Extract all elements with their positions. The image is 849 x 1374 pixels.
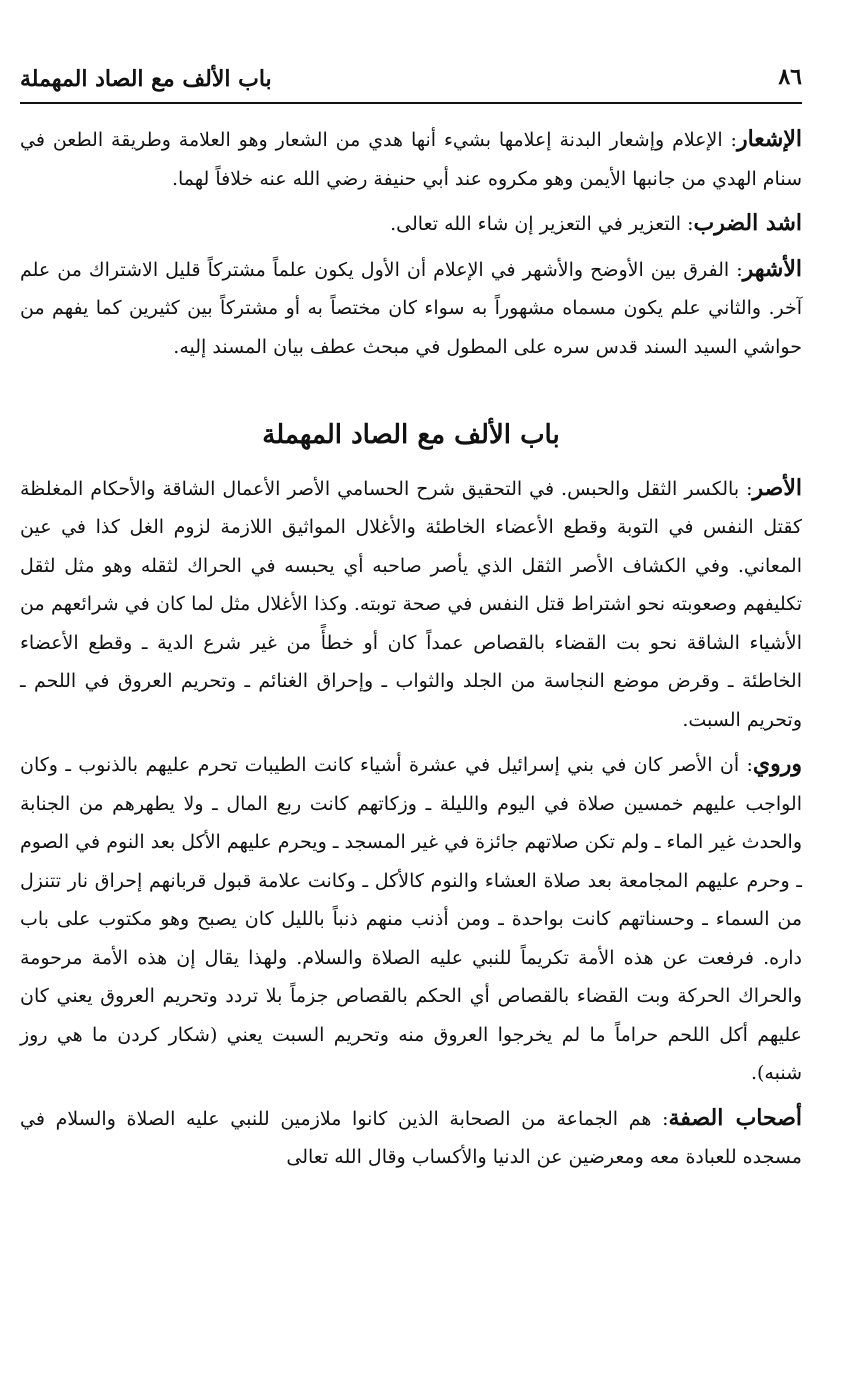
entry-text: : الفرق بين الأوضح والأشهر في الإعلام أن الأول يكون علماً مشتركاً قليل الاشتراك من علم آخر. والثاني علم يكون مسماه مشهوراً به سواء كان مختصاً به أو مشتركاً بين كثيرين كما يفهم من حواشي السيد السند قدس سره على المطول في مبحث عطف بيان المسند إليه. [20, 258, 802, 358]
entry-term: الأصر [752, 474, 802, 501]
section-title: باب الألف مع الصاد المهملة [262, 420, 560, 450]
entry-wa-ruwiya [20, 745, 802, 1093]
entry-ashadd-aldarb [20, 204, 802, 244]
entry-text: : أن الأصر كان في بني إسرائيل في عشرة أشياء كانت الطيبات تحرم عليهم بالذنوب ـ وكان الواجب عليهم خمسين صلاة في اليوم والليلة ـ وزكاتهم كانت ربع المال ـ ولا يطهرهم من الجنابة والحدث غير الماء ـ ولم تكن صلاتهم جائزة في غير المسجد ـ ويحرم عليهم الأكل بعد النوم في الصوم ـ وحرم عليهم المجامعة بعد صلاة العشاء والنوم كالأكل ـ وكانت علامة قبول قربانهم إحراق نار تتنزل من السماء ـ وحسناتهم كانت بواحدة ـ ومن أذنب منهم ذنباً بالليل كان يصبح وهو مكتوب على باب داره. فرفعت عن هذه الأمة تكريماً للنبي عليه الصلاة والسلام. ولهذا يقال إن هذه الأمة مرحومة والحراك الحركة وبت القضاء بالقصاص أي الحكم بالقصاص جزماً بلا تردد وتحريم العروق يعني كان عليهم أكل اللحم حراماً ما لم يخرجوا العروق منه وتحريم السبت يعني (شكار كردن ما هي روز شنبه). [20, 754, 802, 1084]
entry-term: الإشعار [736, 126, 802, 152]
running-title: باب الألف مع الصاد المهملة [20, 66, 272, 92]
header-rule [20, 102, 802, 104]
entry-ashhar [20, 250, 802, 367]
entry-text: : هم الجماعة من الصحابة الذين كانوا ملازمين للنبي عليه الصلاة والسلام في مسجده للعبادة معه ومعرضين عن الدنيا والأكساب وقال الله تعالى [20, 1107, 802, 1168]
entry-text: : التعزير في التعزير إن شاء الله تعالى. [390, 213, 694, 235]
entry-text: : الإعلام وإشعار البدنة إعلامها بشيء أنها هدي من الشعار وهو العلامة وطريقة الطعن في سنام الهدي من جانبها الأيمن وهو مكروه عند أبي حنيفة رضي الله عنه خلافاً لهما. [20, 129, 802, 190]
entry-ishaar [20, 120, 802, 198]
entry-text: : بالكسر الثقل والحبس. في التحقيق شرح الحسامي الأصر الأعمال الشاقة والأحكام المغلظة كقتل النفس في التوبة وقطع الأعضاء الخاطئة والأغلال المواثيق اللازمة لزوم الغل كذا في عين المعاني. وفي الكشاف الأصر الثقل الذي يأصر صاحبه أي يحبسه في الحراك لثقله وهو مثل لثقل تكليفهم وصعوبته نحو اشتراط قتل النفس في صحة توبته. وكذا الأغلال مثل لما كان في شرائعهم من الأشياء الشاقة نحو بت القضاء بالقصاص عمداً كان أو خطأً من غير شرع الدية ـ وقطع الأعضاء الخاطئة ـ وقرض موضع النجاسة من الجلد والثواب ـ وإحراق الغنائم ـ وتحريم العروق في اللحم ـ وتحريم السبت. [20, 477, 802, 731]
entry-term: الأشهر [742, 255, 802, 282]
entry-ashab-alsuffa [20, 1099, 802, 1177]
page-body [20, 120, 802, 1183]
entry-term: أصحاب الصفة [668, 1104, 802, 1131]
entry-term: اشد الضرب [693, 210, 802, 236]
entry-isr [20, 469, 802, 740]
page-number: ٨٦ [778, 64, 802, 90]
entry-term: وروي [752, 751, 802, 777]
page-header [20, 60, 802, 100]
